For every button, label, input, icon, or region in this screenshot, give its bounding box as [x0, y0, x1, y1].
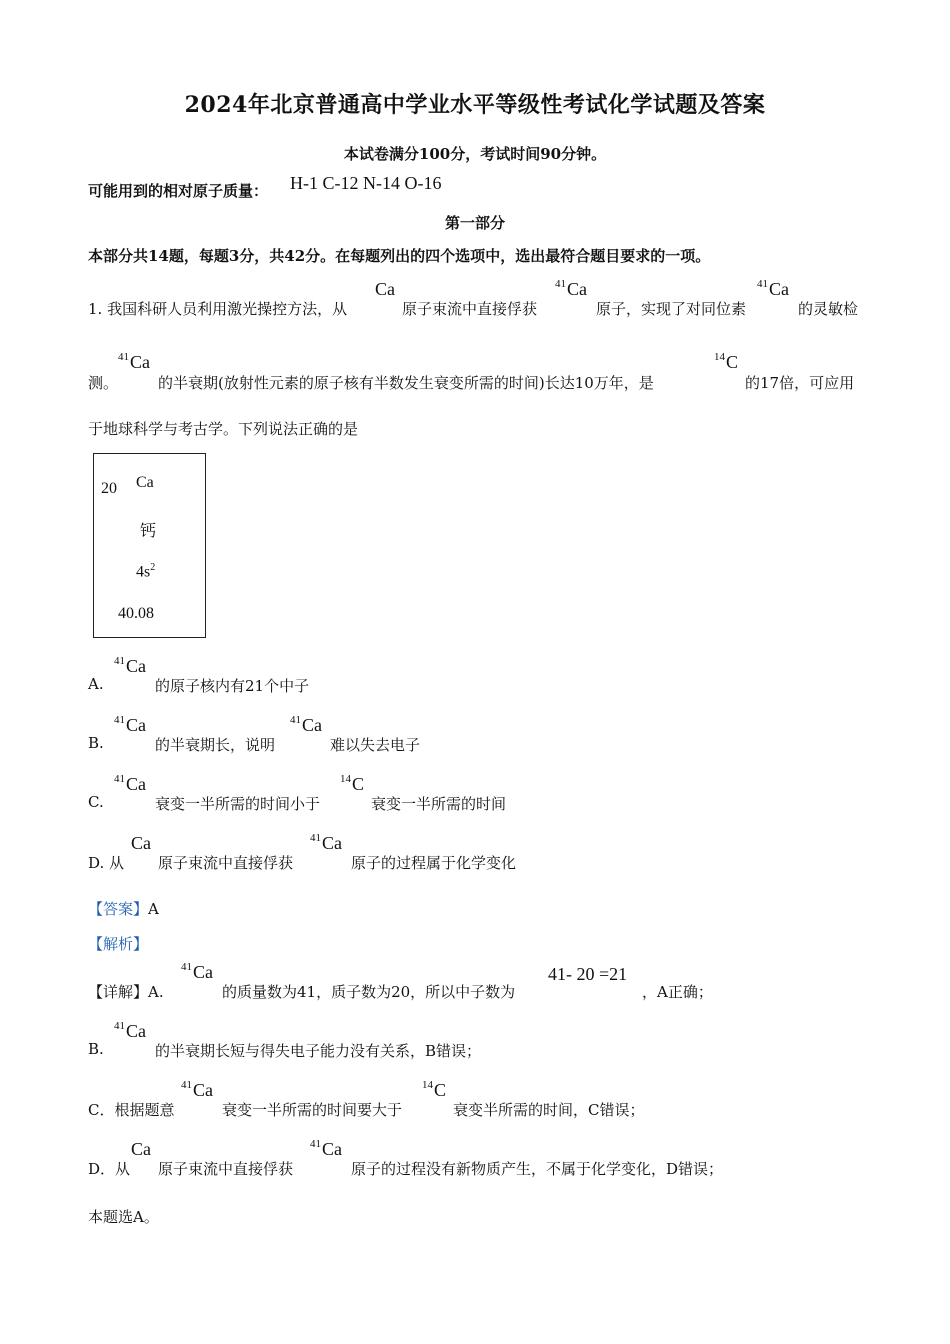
explanation-d-text1: 原子束流中直接俘获 [158, 1160, 294, 1178]
conclusion: 本题选A。 [88, 1208, 159, 1226]
explanation-b-prefix: B. [88, 1040, 104, 1058]
ca41-isotope: $^{41}$Ca [114, 1020, 146, 1041]
atomic-number: 20 [101, 480, 117, 497]
element-name: 钙 [140, 521, 157, 540]
q1-line2-c: 的17倍，可应用 [745, 374, 855, 392]
q1-line2-b: 的半衰期(放射性元素的原子核有半数发生衰变所需的时间)长达10万年，是 [158, 374, 654, 392]
explanation-c-text2: 衰变半所需的时间，C错误； [453, 1101, 645, 1119]
option-d-text1: 原子束流中直接俘获 [158, 854, 294, 872]
q1-line1-d: 的灵敏检 [798, 300, 859, 318]
explanation-c-prefix: C．根据题意 [88, 1101, 175, 1119]
explanation-b-text: 的半衰期长短与得失电子能力没有关系，B错误； [155, 1042, 482, 1060]
explanation-d-text2: 原子的过程没有新物质产生，不属于化学变化，D错误； [351, 1160, 724, 1178]
option-a-text: 的原子核内有21个中子 [155, 677, 310, 695]
ca-isotope: Ca [131, 833, 151, 853]
ca41-isotope: $^{41}$Ca [114, 655, 146, 676]
neutron-formula: 41- 20 =21 [548, 964, 628, 984]
option-c-text1: 衰变一半所需的时间小于 [155, 795, 321, 813]
analysis-label: 【解析】 [88, 935, 149, 953]
option-d-prefix: D. 从 [88, 854, 125, 872]
ca41-isotope: $^{41}$Ca [181, 961, 213, 982]
c14-isotope: $^{14}$C [422, 1079, 447, 1100]
answer-label: 【答案】 [88, 900, 149, 918]
c14-isotope: $^{14}$C [340, 773, 365, 794]
element-symbol: Ca [136, 474, 154, 491]
option-a-prefix: A. [88, 675, 104, 693]
option-b-text1: 的半衰期长，说明 [155, 736, 276, 754]
atomic-mass: 40.08 [118, 605, 154, 622]
q1-line1-c: 原子，实现了对同位素 [596, 300, 747, 318]
ca-isotope: Ca [131, 1139, 151, 1159]
ca41-isotope: $^{41}$Ca [310, 832, 342, 853]
explanation-a-text2: ，A正确； [642, 983, 713, 1001]
explanation-d-prefix: D．从 [88, 1160, 131, 1178]
section-instruction: 本部分共14题，每题3分，共42分。在每题列出的四个选项中，选出最符合题目要求的一项。 [88, 247, 711, 265]
ca41-isotope: $^{41}$Ca [114, 773, 146, 794]
option-c-prefix: C. [88, 793, 104, 811]
page-title: 2024年北京普通高中学业水平等级性考试化学试题及答案 [184, 92, 766, 118]
answer-line [88, 898, 159, 919]
explanation-a-prefix: 【详解】A. [88, 983, 164, 1001]
electron-configuration: $4s^2$ [136, 562, 156, 581]
option-b-text2: 难以失去电子 [330, 736, 421, 754]
explanation-c-text1: 衰变一半所需的时间要大于 [222, 1101, 403, 1119]
q1-line2-a: 测。 [88, 374, 119, 392]
answer-value: A [148, 900, 159, 918]
q1-line1-a: 1. 我国科研人员利用激光操控方法，从 [88, 300, 348, 318]
section-title: 第一部分 [444, 214, 505, 232]
atomic-mass-values: H-1 C-12 N-14 O-16 [290, 173, 442, 193]
atomic-mass-label: 可能用到的相对原子质量： [88, 182, 269, 200]
option-b-prefix: B. [88, 734, 104, 752]
ca41-isotope: $^{41}$Ca [555, 278, 587, 299]
option-d-text2: 原子的过程属于化学变化 [351, 854, 517, 872]
explanation-a-text1: 的质量数为41，质子数为20，所以中子数为 [222, 983, 516, 1001]
q1-line3: 于地球科学与考古学。下列说法正确的是 [88, 420, 359, 438]
ca41-isotope: $^{41}$Ca [290, 714, 322, 735]
ca41-isotope: $^{41}$Ca [310, 1138, 342, 1159]
calcium-element-card [93, 453, 206, 638]
ca-isotope: Ca [375, 279, 395, 299]
q1-line1-b: 原子束流中直接俘获 [402, 300, 538, 318]
option-c-text2: 衰变一半所需的时间 [371, 795, 507, 813]
exam-info: 本试卷满分100分，考试时间90分钟。 [343, 145, 607, 163]
ca41-isotope: $^{41}$Ca [181, 1079, 213, 1100]
ca41-isotope: $^{41}$Ca [114, 714, 146, 735]
ca41-isotope: $^{41}$Ca [118, 351, 150, 372]
ca41-isotope: $^{41}$Ca [757, 278, 789, 299]
c14-isotope: $^{14}$C [714, 351, 739, 372]
